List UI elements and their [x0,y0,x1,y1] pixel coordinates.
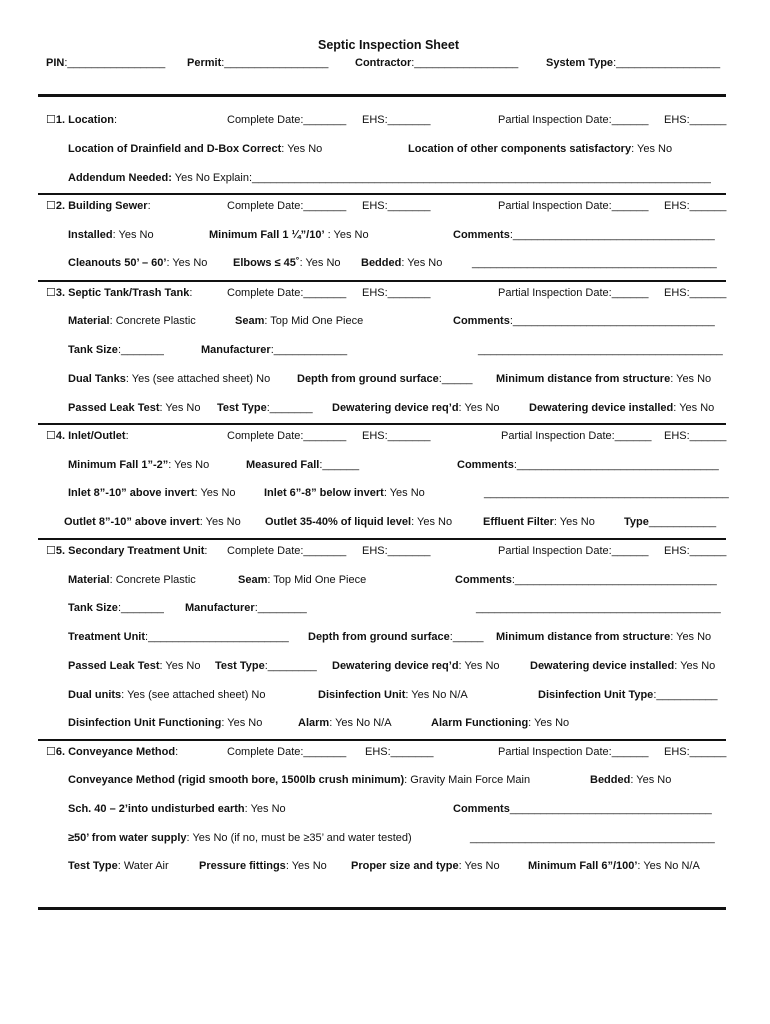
s4-ehs[interactable]: EHS:_______ [362,430,431,442]
system-type-label: System Type [546,57,614,69]
s3-dual-tanks [68,372,270,386]
section-5-header: ☐5. Secondary Treatment Unit: [46,545,208,557]
s5-ehs[interactable]: EHS:_______ [362,545,431,557]
s5-alarm-func-options[interactable]: : Yes No [528,717,570,729]
s1-other-options[interactable]: : Yes No [631,143,673,155]
s2-partial-ehs[interactable]: EHS:______ [664,200,727,212]
s3-dewater-installed-options[interactable]: : Yes No [673,402,715,414]
s4-effluent-label: Effluent Filter [483,516,554,528]
s6-test-type-options[interactable]: : Water Air [117,860,169,872]
s6-bedded-label: Bedded [590,774,631,786]
s6-partial-ehs[interactable]: EHS:______ [664,746,727,758]
s6-conveyance-label: Conveyance Method (rigid smooth bore, 1500lb crush minimum) [68,774,405,786]
s4-measured-fall[interactable] [246,458,359,472]
section-6-header: ☐6. Conveyance Method: [46,746,179,758]
s3-comments-blank: :_________________________________ [509,315,715,327]
page-title: Septic Inspection Sheet [318,38,460,52]
contractor-field[interactable] [355,56,518,70]
s3-comments[interactable] [453,314,715,328]
section-1-title: 1. Location [55,114,114,126]
s4-min-fall-options[interactable]: : Yes No [168,459,210,471]
s5-partial-date[interactable]: Partial Inspection Date:______ [498,545,649,557]
s5-disinfection-functioning [68,716,262,730]
s5-material-label: Material [68,574,110,586]
s3-depth-label: Depth from ground surface [297,373,439,385]
s6-sch40-label: Sch. 40 – 2’into undisturbed earth [68,803,245,815]
s4-measured-label: Measured Fall [246,459,320,471]
s3-dewater-req [332,401,500,415]
s1-partial-ehs[interactable]: EHS:______ [664,114,727,126]
permit-field[interactable] [187,56,328,70]
s2-comments[interactable] [453,228,715,242]
s6-test-type-label: Test Type [68,860,118,872]
s4-inlet-above [68,486,236,500]
s4-inlet-below-label: Inlet 6”-8” below invert [264,487,384,499]
s3-test-type-label: Test Type [217,402,267,414]
s4-comments-label: Comments [457,459,514,471]
s1-drainfield [68,142,322,156]
s2-cleanouts-options[interactable]: : Yes No [166,257,208,269]
s5-treatment-blank: :_______________________ [145,631,289,643]
checkbox-section-5[interactable]: ☐ [46,545,56,557]
s2-min-fall-options[interactable]: : Yes No [324,229,369,241]
s5-tank-size-label: Tank Size [68,602,118,614]
s6-comments[interactable] [453,802,712,816]
s1-other-components [408,142,672,156]
s4-outlet-above-label: Outlet 8”-10” above invert [64,516,200,528]
s5-comments-blank: :_________________________________ [511,574,717,586]
s5-seam-label: Seam [238,574,268,586]
footer-divider [38,907,726,910]
s6-water-supply-label: ≥50’ from water supply [68,832,187,844]
s4-min-fall [68,458,209,472]
s2-cleanouts-label: Cleanouts 50’ – 60’ [68,257,167,269]
s5-seam-options[interactable]: : Top Mid One Piece [267,574,367,586]
pin-label: PIN [46,57,65,69]
system-type-blank: :_________________ [613,57,721,69]
s5-disinfection-func-options[interactable]: : Yes No [221,717,263,729]
contractor-blank: :_________________ [411,57,519,69]
s5-disinfection-type-label: Disinfection Unit Type [538,689,654,701]
s6-proper-size [351,859,500,873]
s5-test-type-blank: :________ [264,660,317,672]
s5-disinfection-options[interactable]: : Yes No N/A [405,689,468,701]
s5-dual-label: Dual units [68,689,122,701]
s6-pressure-fittings [199,859,327,873]
s4-type[interactable] [624,515,716,529]
s5-treatment-unit[interactable] [68,630,289,644]
s1-complete-date[interactable]: Complete Date:_______ [227,114,347,126]
s3-seam-options[interactable]: : Top Mid One Piece [264,315,364,327]
s6-water-supply-options[interactable]: : Yes No (if no, must be ≥35’ and water tested) [186,832,412,844]
s5-dewater-req-label: Dewatering device req’d [332,660,459,672]
s4-effluent-filter [483,515,595,529]
s2-installed [68,228,154,242]
s2-elbows [233,256,341,270]
s2-min-fall [209,228,369,242]
s4-complete-date[interactable]: Complete Date:_______ [227,430,347,442]
s5-partial-ehs[interactable]: EHS:______ [664,545,727,557]
s6-bedded [590,773,671,787]
section-divider [38,538,726,540]
s6-proper-label: Proper size and type [351,860,459,872]
s6-conveyance [68,773,530,787]
s4-type-label: Type [624,516,649,528]
s2-elbows-options[interactable]: : Yes No [299,257,341,269]
system-type-field[interactable] [546,56,720,70]
s1-drainfield-options[interactable]: : Yes No [281,143,323,155]
checkbox-section-6[interactable]: ☐ [46,746,56,758]
s5-depth-label: Depth from ground surface [308,631,450,643]
s1-other-label: Location of other components satisfactory [408,143,632,155]
s3-seam-label: Seam [235,315,265,327]
pin-blank: :________________ [64,57,166,69]
s3-manufacturer[interactable] [201,343,347,357]
s4-comments[interactable] [457,458,719,472]
s3-leak-options[interactable]: : Yes No [159,402,201,414]
s3-test-type[interactable] [217,401,313,415]
s4-extra-comments-line[interactable]: ________________________________________ [484,487,729,499]
s5-dual-units [68,688,266,702]
s4-outlet-above-options[interactable]: : Yes No [199,516,241,528]
s4-partial-date[interactable]: Partial Inspection Date:______ [501,430,652,442]
s5-alarm [298,716,392,730]
s6-complete-date[interactable]: Complete Date:_______ [227,746,347,758]
s1-addendum [68,171,711,185]
s5-seam [238,573,366,587]
s5-material-options[interactable]: : Concrete Plastic [109,574,196,586]
s4-outlet-liquid-label: Outlet 35-40% of liquid level [265,516,412,528]
s6-comments-label: Comments [453,803,510,815]
s3-tank-size-label: Tank Size [68,344,118,356]
s3-seam [235,314,363,328]
s3-leak-test [68,401,201,415]
permit-blank: :_________________ [221,57,329,69]
s4-measured-blank: :______ [319,459,360,471]
s3-tank-size[interactable] [68,343,164,357]
s5-min-distance [496,630,711,644]
s2-comments-label: Comments [453,229,510,241]
s6-partial-date[interactable]: Partial Inspection Date:______ [498,746,649,758]
s2-installed-label: Installed [68,229,113,241]
s2-bedded-options[interactable]: : Yes No [401,257,443,269]
s5-manufacturer-blank: :________ [254,602,307,614]
s3-tank-size-blank: :_______ [117,344,164,356]
s5-leak-test [68,659,201,673]
s5-dewater-installed [530,659,715,673]
s5-depth[interactable] [308,630,483,644]
s5-complete-date[interactable]: Complete Date:_______ [227,545,347,557]
s2-partial-date[interactable]: Partial Inspection Date:______ [498,200,649,212]
s3-dewater-req-label: Dewatering device req’d [332,402,459,414]
s5-alarm-functioning [431,716,569,730]
s6-pressure-options[interactable]: : Yes No [285,860,327,872]
s3-material [68,314,196,328]
s3-test-type-blank: :_______ [266,402,313,414]
checkbox-section-3[interactable]: ☐ [46,287,56,299]
section-3-title: 3. Septic Tank/Trash Tank [55,287,190,299]
s5-manufacturer-label: Manufacturer [185,602,255,614]
s5-dewater-installed-label: Dewatering device installed [530,660,675,672]
s1-addendum-label: Addendum Needed: [68,172,172,184]
s4-inlet-above-label: Inlet 8”-10” above invert [68,487,195,499]
s3-material-label: Material [68,315,110,327]
s6-min-fall-options[interactable]: : Yes No N/A [637,860,700,872]
checkbox-section-4[interactable]: ☐ [46,430,56,442]
s2-bedded-label: Bedded [361,257,402,269]
s3-manufacturer-label: Manufacturer [201,344,271,356]
s6-comments-blank: _________________________________ [509,803,712,815]
s6-min-fall [528,859,700,873]
checkbox-section-2[interactable]: ☐ [46,200,56,212]
s3-ehs[interactable]: EHS:_______ [362,287,431,299]
s5-test-type-label: Test Type [215,660,265,672]
section-4-header: ☐4. Inlet/Outlet: [46,430,129,442]
s4-effluent-options[interactable]: : Yes No [553,516,595,528]
s4-inlet-below [264,486,425,500]
pin-field[interactable] [46,56,165,70]
s4-comments-blank: :_________________________________ [513,459,719,471]
s3-dewater-installed-label: Dewatering device installed [529,402,674,414]
s6-extra-comments-line[interactable]: ________________________________________ [470,832,715,844]
s5-dual-options[interactable]: : Yes (see attached sheet) No [121,689,266,701]
section-divider [38,739,726,741]
section-5-title: 5. Secondary Treatment Unit [55,545,205,557]
s1-drainfield-label: Location of Drainfield and D-Box Correct [68,143,282,155]
s3-depth[interactable] [297,372,472,386]
s4-outlet-liquid [265,515,452,529]
s6-sch40 [68,802,286,816]
s3-min-distance-label: Minimum distance from structure [496,373,671,385]
s5-tank-size[interactable] [68,601,164,615]
section-6-title: 6. Conveyance Method [55,746,176,758]
s3-min-distance-options[interactable]: : Yes No [670,373,712,385]
s1-partial-date[interactable]: Partial Inspection Date:______ [498,114,649,126]
s3-dual-label: Dual Tanks [68,373,126,385]
s1-addendum-options[interactable]: Yes No Explain:___________________________________________________________________________ [171,172,711,184]
s3-dual-options[interactable]: : Yes (see attached sheet) No [125,373,271,385]
s4-type-blank: ___________ [648,516,717,528]
s3-comments-label: Comments [453,315,510,327]
s5-min-distance-options[interactable]: : Yes No [670,631,712,643]
s5-depth-blank: :_____ [449,631,484,643]
s5-disinfection-type-blank: :__________ [653,689,718,701]
s3-depth-blank: :_____ [438,373,473,385]
s5-disinfection-func-label: Disinfection Unit Functioning [68,717,222,729]
s5-extra-comments-line[interactable]: ________________________________________ [476,602,721,614]
s2-installed-options[interactable]: : Yes No [112,229,154,241]
contractor-label: Contractor [355,57,412,69]
checkbox-section-1[interactable]: ☐ [46,114,56,126]
s3-min-distance [496,372,711,386]
s6-conveyance-options[interactable]: : Gravity Main Force Main [404,774,531,786]
section-divider [38,280,726,282]
s5-comments-label: Comments [455,574,512,586]
header-divider [38,94,726,97]
s4-inlet-above-options[interactable]: : Yes No [194,487,236,499]
s6-sch40-options[interactable]: : Yes No [244,803,286,815]
s2-comments-blank: :_________________________________ [509,229,715,241]
s6-test-type [68,859,169,873]
section-4-title: 4. Inlet/Outlet [55,430,126,442]
s3-extra-comments-line[interactable]: ________________________________________ [478,344,723,356]
s5-leak-options[interactable]: : Yes No [159,660,201,672]
s3-partial-ehs[interactable]: EHS:______ [664,287,727,299]
section-divider [38,193,726,195]
s3-dewater-req-options[interactable]: : Yes No [458,402,500,414]
s5-dewater-req [332,659,500,673]
s1-ehs[interactable]: EHS:_______ [362,114,431,126]
section-divider [38,423,726,425]
s2-min-fall-label: Minimum Fall 1 ¼”/10’ [209,229,325,241]
s6-min-fall-label: Minimum Fall 6”/100’ [528,860,638,872]
s6-ehs[interactable]: EHS:_______ [365,746,434,758]
s5-min-distance-label: Minimum distance from structure [496,631,671,643]
s3-complete-date[interactable]: Complete Date:_______ [227,287,347,299]
s2-bedded [361,256,442,270]
section-2-title: 2. Building Sewer [55,200,148,212]
s5-treatment-label: Treatment Unit [68,631,146,643]
s5-alarm-options[interactable]: : Yes No N/A [329,717,392,729]
s4-min-fall-label: Minimum Fall 1”-2” [68,459,169,471]
s5-alarm-func-label: Alarm Functioning [431,717,529,729]
s5-alarm-label: Alarm [298,717,330,729]
s5-disinfection-type[interactable] [538,688,718,702]
section-2-header: ☐2. Building Sewer: [46,200,151,212]
s6-bedded-options[interactable]: : Yes No [630,774,672,786]
s3-leak-label: Passed Leak Test [68,402,160,414]
s3-dewater-installed [529,401,714,415]
s2-elbows-label: Elbows ≤ 45˚ [233,257,300,269]
section-1-header: ☐1. Location: [46,114,117,126]
s4-partial-ehs[interactable]: EHS:______ [664,430,727,442]
s5-test-type[interactable] [215,659,317,673]
s6-proper-options[interactable]: : Yes No [458,860,500,872]
s5-tank-size-blank: :_______ [117,602,164,614]
permit-label: Permit [187,57,222,69]
s5-manufacturer[interactable] [185,601,307,615]
s5-leak-label: Passed Leak Test [68,660,160,672]
s2-extra-comments-line[interactable]: ________________________________________ [472,257,717,269]
s3-material-options[interactable]: : Concrete Plastic [109,315,196,327]
s4-outlet-liquid-options[interactable]: : Yes No [411,516,453,528]
section-3-header: ☐3. Septic Tank/Trash Tank: [46,287,193,299]
s5-comments[interactable] [455,573,717,587]
s5-dewater-req-options[interactable]: : Yes No [458,660,500,672]
s2-cleanouts [68,256,207,270]
s5-dewater-installed-options[interactable]: : Yes No [674,660,716,672]
s6-water-supply [68,831,412,845]
s3-manufacturer-blank: :____________ [270,344,348,356]
s5-material [68,573,196,587]
s2-complete-date[interactable]: Complete Date:_______ [227,200,347,212]
s5-disinfection-unit [318,688,468,702]
s5-disinfection-label: Disinfection Unit [318,689,406,701]
s6-pressure-label: Pressure fittings [199,860,286,872]
s4-inlet-below-options[interactable]: : Yes No [383,487,425,499]
s3-partial-date[interactable]: Partial Inspection Date:______ [498,287,649,299]
s2-ehs[interactable]: EHS:_______ [362,200,431,212]
s4-outlet-above [64,515,241,529]
